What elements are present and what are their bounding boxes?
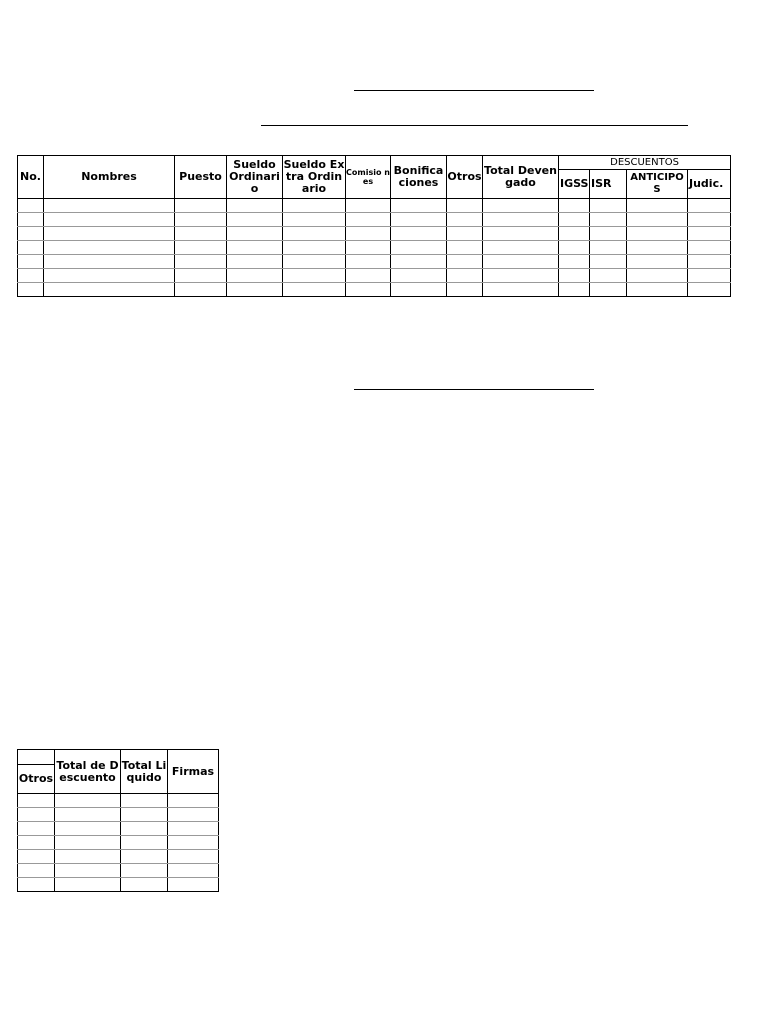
table-cell[interactable] bbox=[175, 255, 227, 269]
table-cell[interactable] bbox=[627, 227, 688, 241]
col-header-otros-2: Otros bbox=[18, 765, 55, 794]
table-row bbox=[18, 241, 731, 255]
col-header-comisiones: Comisio nes bbox=[346, 156, 391, 199]
table-cell[interactable] bbox=[391, 269, 447, 283]
table-cell[interactable] bbox=[447, 269, 483, 283]
table-cell[interactable] bbox=[121, 822, 168, 836]
table-cell[interactable] bbox=[447, 213, 483, 227]
table-cell[interactable] bbox=[175, 199, 227, 213]
table-cell[interactable] bbox=[627, 241, 688, 255]
col-header-sueldo-ordinario: Sueldo Ordinari o bbox=[227, 156, 283, 199]
table-cell[interactable] bbox=[175, 227, 227, 241]
table-cell[interactable] bbox=[346, 255, 391, 269]
table-cell[interactable] bbox=[483, 283, 559, 297]
table-cell[interactable] bbox=[175, 241, 227, 255]
table-cell[interactable] bbox=[55, 836, 121, 850]
col-header-total-devengado: Total Devengado bbox=[483, 156, 559, 199]
table-cell[interactable] bbox=[283, 255, 346, 269]
table-cell[interactable] bbox=[627, 269, 688, 283]
table-cell[interactable] bbox=[18, 255, 44, 269]
table-cell[interactable] bbox=[44, 269, 175, 283]
table-cell[interactable] bbox=[559, 269, 590, 283]
table-cell[interactable] bbox=[447, 199, 483, 213]
table-cell[interactable] bbox=[688, 255, 731, 269]
table-row bbox=[18, 269, 731, 283]
signature-line-long bbox=[261, 125, 688, 126]
table-cell[interactable] bbox=[283, 283, 346, 297]
table-row bbox=[18, 808, 219, 822]
table-cell[interactable] bbox=[590, 269, 627, 283]
table-cell[interactable] bbox=[391, 213, 447, 227]
table-cell[interactable] bbox=[168, 822, 219, 836]
table-row bbox=[18, 822, 219, 836]
table-cell[interactable] bbox=[18, 213, 44, 227]
col-header-bonificaciones: Bonifica ciones bbox=[391, 156, 447, 199]
table-cell[interactable] bbox=[391, 283, 447, 297]
table-cell[interactable] bbox=[55, 822, 121, 836]
table-cell[interactable] bbox=[227, 227, 283, 241]
table-cell[interactable] bbox=[447, 241, 483, 255]
table-cell[interactable] bbox=[227, 283, 283, 297]
table-cell[interactable] bbox=[168, 864, 219, 878]
table-cell[interactable] bbox=[121, 794, 168, 808]
col-header-igss: IGSS bbox=[559, 170, 590, 199]
table-cell[interactable] bbox=[590, 227, 627, 241]
table-cell[interactable] bbox=[559, 199, 590, 213]
col-header-total-descuento: Total de Descuento bbox=[55, 750, 121, 794]
table-cell[interactable] bbox=[483, 269, 559, 283]
table-row bbox=[18, 213, 731, 227]
table-cell[interactable] bbox=[44, 283, 175, 297]
table-cell[interactable] bbox=[168, 878, 219, 892]
table-cell[interactable] bbox=[18, 864, 55, 878]
table-cell[interactable] bbox=[346, 213, 391, 227]
table-cell[interactable] bbox=[18, 283, 44, 297]
table-cell[interactable] bbox=[559, 255, 590, 269]
table-cell[interactable] bbox=[627, 199, 688, 213]
table-cell[interactable] bbox=[391, 241, 447, 255]
table-cell[interactable] bbox=[121, 836, 168, 850]
table-cell[interactable] bbox=[447, 283, 483, 297]
table-row bbox=[18, 836, 219, 850]
table-cell[interactable] bbox=[391, 227, 447, 241]
table-cell[interactable] bbox=[227, 213, 283, 227]
table-cell[interactable] bbox=[168, 794, 219, 808]
table-cell[interactable] bbox=[175, 283, 227, 297]
signature-line-bottom bbox=[354, 389, 594, 390]
payroll-table bbox=[17, 155, 731, 297]
table-cell[interactable] bbox=[688, 283, 731, 297]
col-header-total-liquido: Total Liquido bbox=[121, 750, 168, 794]
table-cell[interactable] bbox=[391, 199, 447, 213]
table-cell[interactable] bbox=[559, 283, 590, 297]
table-cell[interactable] bbox=[121, 850, 168, 864]
table-cell[interactable] bbox=[18, 836, 55, 850]
table-cell[interactable] bbox=[590, 255, 627, 269]
signature-line-top bbox=[354, 90, 594, 91]
table-cell[interactable] bbox=[627, 255, 688, 269]
table-cell[interactable] bbox=[688, 199, 731, 213]
table-cell[interactable] bbox=[227, 199, 283, 213]
table-cell[interactable] bbox=[121, 878, 168, 892]
table-cell[interactable] bbox=[346, 241, 391, 255]
table-cell[interactable] bbox=[18, 794, 55, 808]
table-cell[interactable] bbox=[590, 241, 627, 255]
table-row bbox=[18, 850, 219, 864]
col-header-isr: ISR bbox=[590, 170, 627, 199]
table-cell[interactable] bbox=[18, 199, 44, 213]
table-cell[interactable] bbox=[590, 213, 627, 227]
table-cell[interactable] bbox=[44, 255, 175, 269]
table-cell[interactable] bbox=[44, 227, 175, 241]
table-row bbox=[18, 199, 731, 213]
col-header-puesto: Puesto bbox=[175, 156, 227, 199]
table-cell[interactable] bbox=[168, 808, 219, 822]
table-cell[interactable] bbox=[175, 213, 227, 227]
table-cell[interactable] bbox=[227, 241, 283, 255]
col-group-descuentos: DESCUENTOS bbox=[559, 156, 731, 170]
col-header-judic: Judic. bbox=[688, 170, 731, 199]
table-cell[interactable] bbox=[168, 836, 219, 850]
table-cell[interactable] bbox=[483, 213, 559, 227]
col-header-firmas: Firmas bbox=[168, 750, 219, 794]
table-cell[interactable] bbox=[44, 241, 175, 255]
table-cell[interactable] bbox=[590, 199, 627, 213]
table-cell[interactable] bbox=[283, 213, 346, 227]
table-row bbox=[18, 794, 219, 808]
table-cell[interactable] bbox=[55, 864, 121, 878]
table-cell[interactable] bbox=[283, 227, 346, 241]
table-cell[interactable] bbox=[688, 213, 731, 227]
table-cell[interactable] bbox=[18, 822, 55, 836]
table-cell[interactable] bbox=[559, 241, 590, 255]
table-cell[interactable] bbox=[346, 227, 391, 241]
table-cell[interactable] bbox=[283, 199, 346, 213]
col-header-sueldo-extra: Sueldo Extra Ordinario bbox=[283, 156, 346, 199]
table-cell[interactable] bbox=[346, 269, 391, 283]
table-cell[interactable] bbox=[18, 808, 55, 822]
table-cell[interactable] bbox=[590, 283, 627, 297]
table-cell[interactable] bbox=[18, 878, 55, 892]
table-row bbox=[18, 283, 731, 297]
col-header-no: No. bbox=[18, 156, 44, 199]
table-cell[interactable] bbox=[55, 794, 121, 808]
table-cell[interactable] bbox=[168, 850, 219, 864]
table-cell[interactable] bbox=[283, 269, 346, 283]
table-cell[interactable] bbox=[18, 850, 55, 864]
table-cell[interactable] bbox=[175, 269, 227, 283]
table-cell[interactable] bbox=[44, 213, 175, 227]
table-cell[interactable] bbox=[18, 241, 44, 255]
table-cell[interactable] bbox=[55, 850, 121, 864]
table-row bbox=[18, 227, 731, 241]
table-cell[interactable] bbox=[483, 241, 559, 255]
table-cell[interactable] bbox=[283, 241, 346, 255]
table-row bbox=[18, 864, 219, 878]
table-cell[interactable] bbox=[18, 269, 44, 283]
table-cell[interactable] bbox=[227, 269, 283, 283]
table-cell[interactable] bbox=[688, 241, 731, 255]
table-cell[interactable] bbox=[447, 255, 483, 269]
col-header-anticipos: ANTICIPOS bbox=[627, 170, 688, 199]
table-cell[interactable] bbox=[55, 878, 121, 892]
table-cell[interactable] bbox=[688, 269, 731, 283]
col-header-blank bbox=[18, 750, 55, 765]
table-cell[interactable] bbox=[18, 227, 44, 241]
table-cell[interactable] bbox=[346, 283, 391, 297]
table-cell[interactable] bbox=[483, 255, 559, 269]
table-cell[interactable] bbox=[559, 213, 590, 227]
table-cell[interactable] bbox=[227, 255, 283, 269]
table-cell[interactable] bbox=[483, 227, 559, 241]
col-header-otros: Otros bbox=[447, 156, 483, 199]
table-cell[interactable] bbox=[121, 864, 168, 878]
totals-table bbox=[17, 749, 219, 892]
table-cell[interactable] bbox=[688, 227, 731, 241]
table-cell[interactable] bbox=[44, 199, 175, 213]
table-cell[interactable] bbox=[627, 283, 688, 297]
table-row bbox=[18, 878, 219, 892]
table-cell[interactable] bbox=[391, 255, 447, 269]
col-header-nombres: Nombres bbox=[44, 156, 175, 199]
table-cell[interactable] bbox=[55, 808, 121, 822]
table-cell[interactable] bbox=[447, 227, 483, 241]
table-cell[interactable] bbox=[627, 213, 688, 227]
table-cell[interactable] bbox=[346, 199, 391, 213]
table-cell[interactable] bbox=[483, 199, 559, 213]
table-cell[interactable] bbox=[559, 227, 590, 241]
table-cell[interactable] bbox=[121, 808, 168, 822]
table-row bbox=[18, 255, 731, 269]
